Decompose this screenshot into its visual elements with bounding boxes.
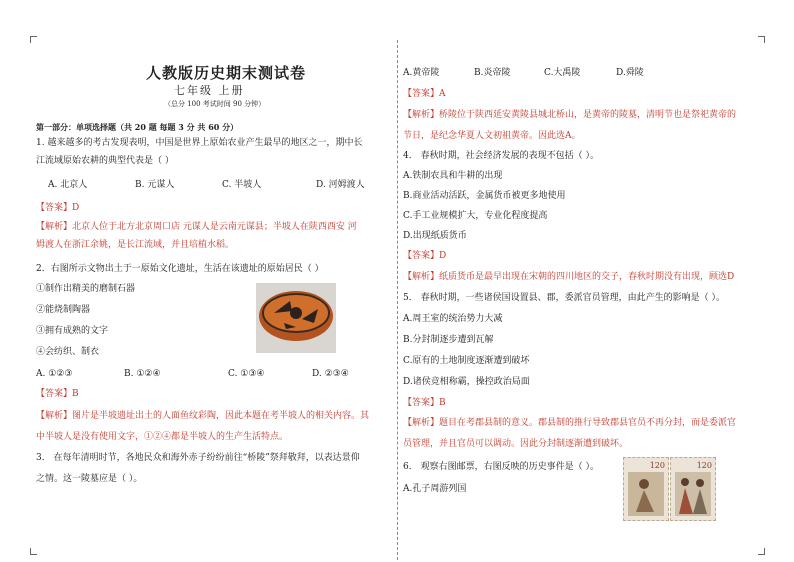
q5-option-a: A.周王室的统治势力大减 <box>403 314 503 324</box>
q2-answer: 【答案】B <box>36 389 79 399</box>
q2-item-1: ①制作出精美的磨制石器 <box>36 284 136 294</box>
corner-mark-bottom-left <box>30 548 37 555</box>
stamp-1-value: 120 <box>649 461 665 470</box>
q6-option-a: A.孔子周游列国 <box>403 484 467 494</box>
q5-stem: 5． 春秋时期，一些诸侯国设置县、郡，委派官员管理，由此产生的影响是（ ）。 <box>403 293 725 303</box>
q5-analysis-line1: 【解析】题目在考郡县制的意义。郡县制的推行导致郡县官员不再分封，而是委派官 <box>403 418 737 428</box>
q4-answer: 【答案】D <box>403 251 447 261</box>
exam-meta: （总分 100 考试时间 90 分钟） <box>164 100 266 108</box>
column-divider <box>397 40 398 560</box>
q3-option-b: B.炎帝陵 <box>474 68 511 78</box>
q1-stem-line2: 江流域原始农耕的典型代表是（ ） <box>36 156 174 166</box>
fish-pattern-bowl-illustration <box>256 283 336 353</box>
q1-option-d: D. 河姆渡人 <box>316 180 365 190</box>
q1-stem-line1: 1. 越来越多的考古发现表明，中国是世界上原始农业产生最早的地区之一，期中长 <box>36 138 363 148</box>
q1-answer: 【答案】D <box>36 203 80 213</box>
q3-analysis-line2: 节日，是纪念华夏人文初祖黄帝。因此选A。 <box>403 131 581 141</box>
stamp-image-1 <box>623 457 669 521</box>
q2-option-c: C. ①③④ <box>228 369 265 379</box>
section-heading: 第一部分：单项选择题（共 20 题 每题 3 分 共 60 分） <box>36 122 239 132</box>
q4-stem: 4． 春秋时期，社会经济发展的表现不包括（ ）。 <box>403 151 599 161</box>
q2-option-b: B. ①②④ <box>124 369 161 379</box>
q3-option-a: A.黄帝陵 <box>403 68 440 78</box>
stamp-image-2 <box>670 457 716 521</box>
stamp-2-value: 120 <box>696 461 712 470</box>
q2-stem: 2．右图所示文物出土于一原始文化遗址，生活在该遗址的原始居民（ ） <box>36 264 324 274</box>
q5-option-b: B.分封制逐步遭到瓦解 <box>403 335 494 345</box>
grade-label: 七年级 上册 <box>174 84 245 97</box>
q2-option-a: A. ①②③ <box>36 369 73 379</box>
q3-stem-line1: 3． 在每年清明时节，各地民众和海外赤子纷纷前往“桥陵”祭拜敬拜，以表达景仰 <box>36 453 360 463</box>
q6-stem: 6． 观察右图邮票，右图反映的历史事件是（ ）。 <box>403 462 599 472</box>
q1-option-a: A. 北京人 <box>48 180 88 190</box>
q5-analysis-line2: 员管理，并且官员可以调动。因此分封制逐渐遭到破坏。 <box>403 439 629 449</box>
q5-option-c: C.原有的土地制度逐渐遭到破坏 <box>403 356 530 366</box>
q3-option-c: C.大禹陵 <box>544 68 581 78</box>
q4-option-a: A.铁制农具和牛耕的出现 <box>403 171 503 181</box>
q4-option-c: C.手工业规模扩大，专业化程度提高 <box>403 211 548 221</box>
corner-mark-bottom-right <box>758 548 765 555</box>
q4-option-b: B.商业活动活跃，金属货币被更多地使用 <box>403 191 566 201</box>
q3-stem-line2: 之情。这一陵墓应是（ ）。 <box>36 474 143 484</box>
q3-analysis-line1: 【解析】桥陵位于陕西延安黄陵县城北桥山，是黄帝的陵墓，清明节也是祭祀黄帝的 <box>403 110 737 120</box>
q2-item-2: ②能烧制陶器 <box>36 305 91 315</box>
q1-option-c: C. 半坡人 <box>222 180 262 190</box>
q1-analysis-line2: 姆渡人在浙江余姚，是长江流域，并且培植水稻。 <box>36 240 235 250</box>
q3-option-d: D.舜陵 <box>616 68 644 78</box>
q2-analysis-line2: 中半坡人是没有使用文字，①②④都是半坡人的生产生活特点。 <box>36 432 289 442</box>
q3-answer: 【答案】A <box>403 89 446 99</box>
q1-option-b: B. 元谋人 <box>135 180 175 190</box>
page-title: 人教版历史期末测试卷 <box>146 64 307 82</box>
q1-analysis-line1: 【解析】北京人位于北方北京周口店 元谋人是云南元谋县；半坡人在陕西西安 河 <box>36 222 357 232</box>
q2-analysis-line1: 【解析】图片是半坡遗址出土的人面鱼纹彩陶，因此本题在考半坡人的相关内容。其 <box>36 411 370 421</box>
corner-mark-top-left <box>30 36 37 43</box>
q5-answer: 【答案】B <box>403 398 446 408</box>
q2-option-d: D. ②③④ <box>312 369 349 379</box>
q2-item-4: ④会纺织、制衣 <box>36 347 100 357</box>
q4-option-d: D.出现纸质货币 <box>403 231 467 241</box>
corner-mark-top-right <box>758 36 765 43</box>
q5-option-d: D.诸侯竞相称霸，操控政治局面 <box>403 377 530 387</box>
painted-pottery-image <box>256 283 336 353</box>
q2-item-3: ③拥有成熟的文字 <box>36 326 109 336</box>
q4-analysis: 【解析】纸质货币是最早出现在宋朝的四川地区的交子，春秋时期没有出现，顾选D <box>403 272 735 282</box>
